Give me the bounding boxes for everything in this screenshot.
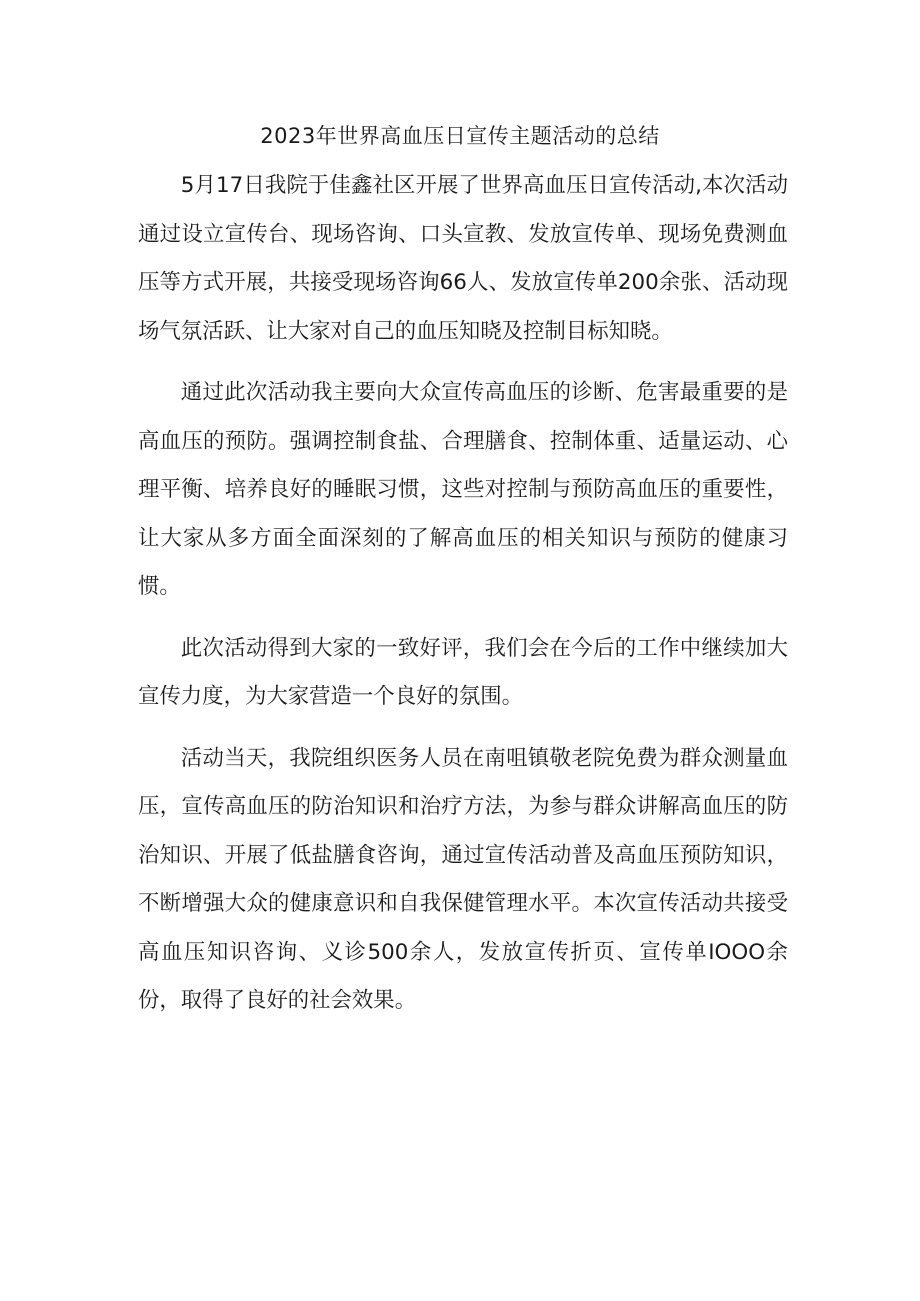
document-body [138,162,788,1039]
document-title: 2023年世界高血压日宣传主题活动的总结 [260,124,660,148]
paragraph-4: 活动当天，我院组织医务人员在南咀镇敬老院免费为群众测量血压，宣传高血压的防治知识和治疗方法，为参与群众讲解高血压的防治知识、开展了低盐膳食咨询，通过宣传活动普及高血压预防知识，不断增强大众的健康意识和自我保健管理水平。本次宣传活动共接受高血压知识咨询、义诊500余人，发放宣传折页、宣传单IOOO余份，取得了良好的社会效果。 [138,745,788,1013]
paragraph-2: 通过此次活动我主要向大众宣传高血压的诊断、危害最重要的是高血压的预防。强调控制食盐、合理膳食、控制体重、适量运动、心理平衡、培养良好的睡眠习惯，这些对控制与预防高血压的重要性，让大家从多方面全面深刻的了解高血压的相关知识与预防的健康习惯。 [138,380,788,599]
paragraph-1: 5月17日我院于佳鑫社区开展了世界高血压日宣传活动,本次活动通过设立宣传台、现场咨询、口头宣教、发放宣传单、现场免费测血压等方式开展，共接受现场咨询66人、发放宣传单200余张、活动现场气氛活跃、让大家对自己的血压知晓及控制目标知晓。 [138,173,788,344]
paragraph-3: 此次活动得到大家的一致好评，我们会在今后的工作中继续加大宣传力度，为大家营造一个良好的氛围。 [138,635,788,709]
